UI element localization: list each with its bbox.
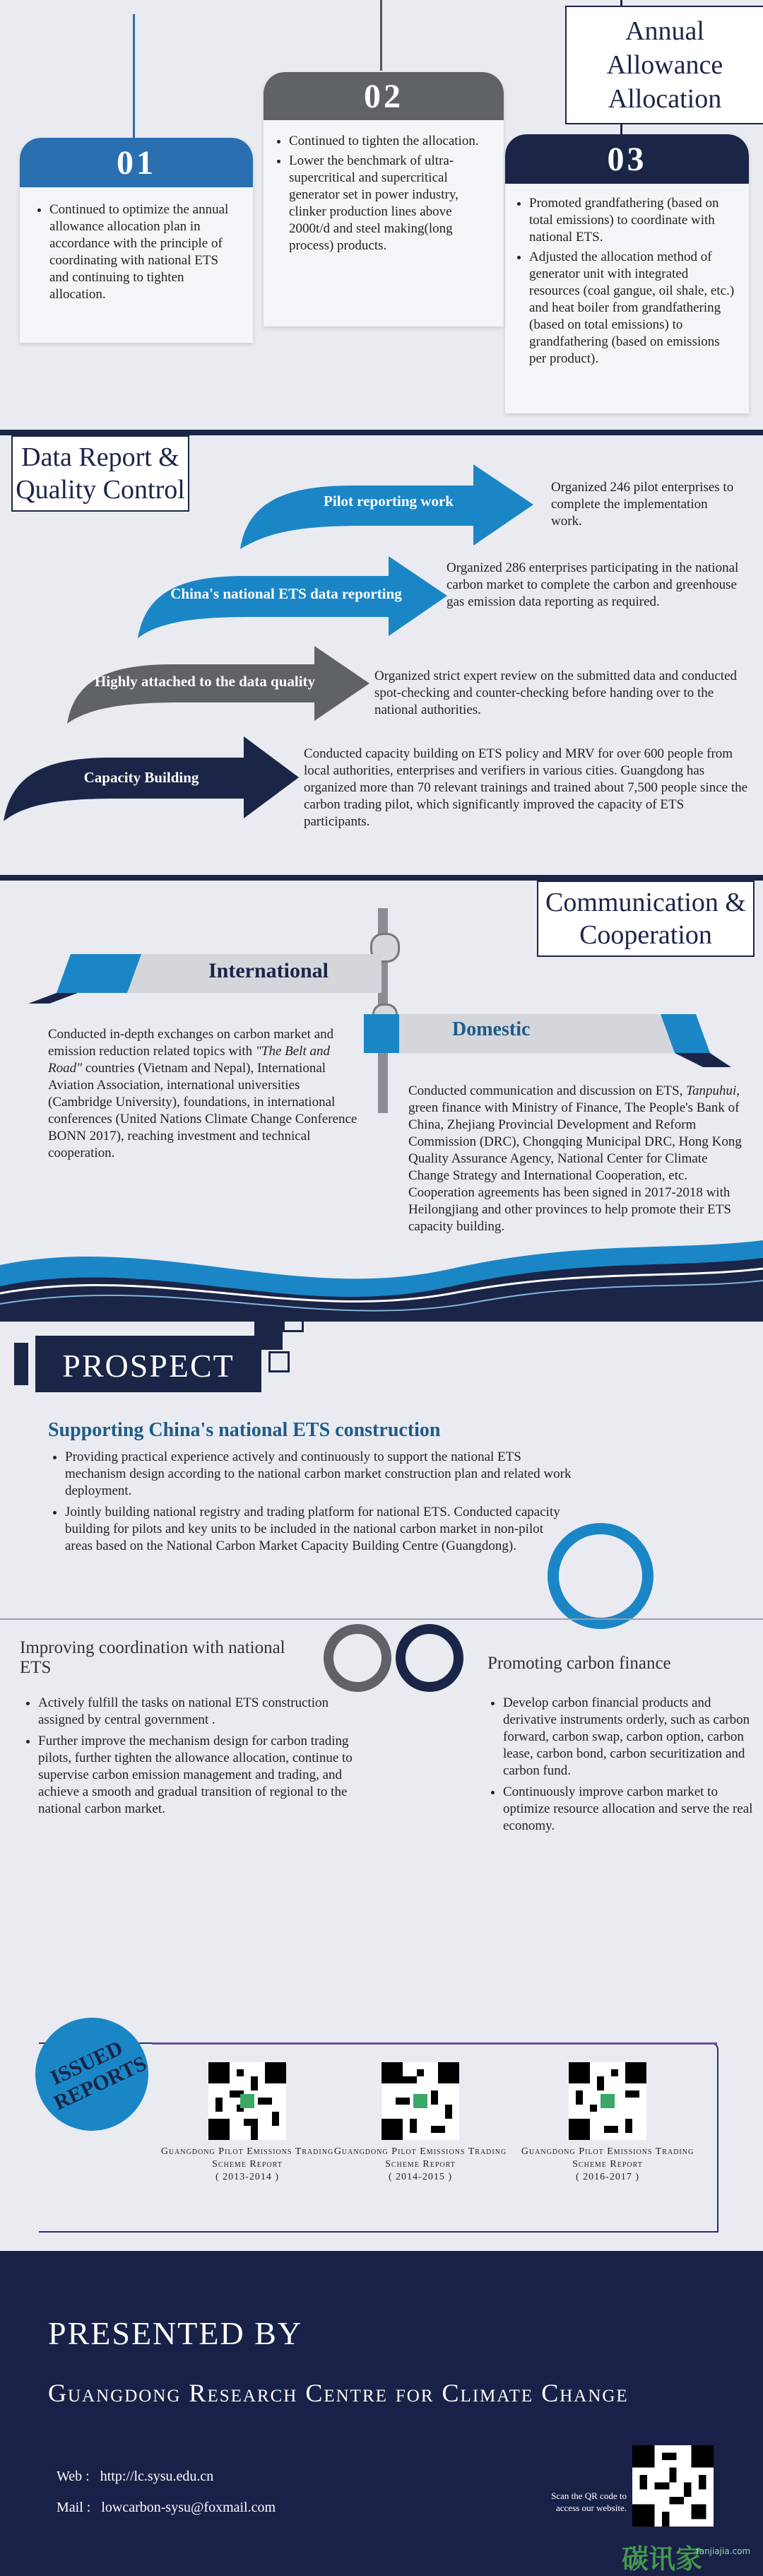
hanger-line — [133, 14, 135, 141]
card-03-header — [505, 134, 749, 184]
card-02-header — [264, 72, 504, 120]
qr-code-icon — [208, 2062, 286, 2140]
international-label: International — [208, 959, 329, 982]
report-item[interactable] — [332, 2062, 509, 2184]
report-item[interactable] — [519, 2062, 696, 2184]
domestic-desc — [408, 1083, 744, 1235]
hanger-line — [380, 0, 382, 71]
org-name: Guangdong Research Centre for Climate Change — [48, 2379, 629, 2407]
watermark-url: tanjiajia.com — [696, 2546, 751, 2556]
arrow-capacity-label: Capacity Building — [83, 769, 199, 786]
qr-code-icon — [569, 2062, 646, 2140]
card-03-number: 03 — [607, 140, 647, 178]
card-01-number: 01 — [117, 143, 156, 182]
circle-decoration — [548, 1523, 653, 1629]
communication-section — [0, 869, 763, 1300]
section-divider — [0, 875, 763, 881]
footer — [0, 2251, 763, 2576]
finance-item: • Develop carbon financial products and derivative instruments orderly, such as carbon forward, carbon swap, carbon option, carbon lease, carbon bond, carbon securitization and carbon fund. — [503, 1695, 763, 1780]
card-03 — [505, 134, 749, 413]
coordination-item: • Actively fulfill the tasks on national ETS construction assigned by central government . — [38, 1695, 370, 1729]
card-02-number: 02 — [364, 77, 403, 115]
squares-decoration — [268, 1351, 290, 1372]
tanpuhui-text: Tanpuhui — [686, 1083, 737, 1098]
report-years: ( 2014-2015 ) — [389, 2172, 452, 2182]
card-02 — [264, 72, 504, 327]
data-report-section — [0, 424, 763, 862]
watermark-logo: 碳讯家 — [622, 2543, 703, 2575]
squares-decoration — [254, 1322, 283, 1350]
national-desc: Organized 286 enterprises participating in the national carbon market to complete the carbon and greenhouse gas emission data reporting as required. — [446, 560, 739, 609]
card-01-item: • Continued to optimize the annual allowance allocation plan in accordance with the principle of coordinating with national ETS and continuing to tighten allocation. — [49, 201, 239, 303]
domestic-text: , green finance with Ministry of Finance, The People's Bank of China, Zhejiang Provincial Development and Reform Commission (DRC), Chongqing Municipal DRC, Hong Kong Quality Assurance Agency, National Center for Climate Change Strategy and International Cooperation, etc. Cooperation agreements has been signed in 2017-2018 with Heilongjiang and other provinces to help promote their ETS capacity building. — [408, 1083, 742, 1234]
mail-link[interactable]: lowcarbon-sysu@foxmail.com — [101, 2500, 276, 2515]
web-link[interactable]: http://lc.sysu.edu.cn — [100, 2469, 214, 2484]
quality-desc: Organized strict expert review on the submitted data and conducted spot-checking and counter-checking before handing over to the national authorities. — [374, 669, 737, 717]
reports-frame-top — [152, 2042, 717, 2045]
arrow-quality-label: Highly attached to the data quality — [94, 673, 316, 690]
circle-decoration-navy — [396, 1624, 463, 1692]
scan-text: Scan the QR code to access our website. — [551, 2490, 627, 2513]
coordination-heading: Improving coordination with national ETS — [20, 1638, 285, 1677]
web-row — [57, 2469, 213, 2485]
arrow-pilot-label: Pilot reporting work — [324, 493, 454, 510]
report-item[interactable] — [159, 2062, 336, 2184]
international-text: Conducted in-depth exchanges on carbon market and emission reduction related topics with — [48, 1027, 334, 1059]
finance-list — [487, 1695, 763, 1839]
prospect-title: PROSPECT — [62, 1348, 235, 1384]
reports-section — [0, 2028, 763, 2247]
pilot-desc: Organized 246 pilot enterprises to complete the implementation work. — [551, 480, 734, 529]
domestic-text: Conducted communication and discussion on ETS, — [408, 1083, 687, 1098]
supporting-item: • Providing practical experience actively and continuously to support the national ETS mechanism design according to the national carbon market construction plan and related work deployment. — [65, 1449, 574, 1500]
supporting-heading: Supporting China's national ETS construction — [48, 1419, 441, 1441]
web-label: Web : — [57, 2469, 90, 2484]
report-title: Guangdong Pilot Emissions Trading Scheme Report — [333, 2146, 507, 2170]
card-02-item: • Lower the benchmark of ultra-supercritical and supercritical generator set in power industry, clinker production lines above 2000t/d and steel making(long process) products. — [289, 153, 491, 254]
finance-heading: Promoting carbon finance — [487, 1654, 671, 1673]
mail-label: Mail : — [57, 2500, 91, 2515]
allowance-title: Annual Allowance Allocation — [565, 6, 763, 124]
international-text: countries (Vietnam and Nepal), International Aviation Association, international universities (Cambridge University), foundations, in international conferences (United Nations Climate Change Conference BONN 2017), reaching investment and technical cooperation. — [48, 1061, 357, 1160]
report-years: ( 2016-2017 ) — [576, 2172, 639, 2182]
data-report-title: Data Report & Quality Control — [11, 435, 189, 512]
communication-title: Communication & Cooperation — [537, 881, 755, 957]
supporting-list — [49, 1449, 574, 1559]
card-03-list — [505, 184, 749, 367]
card-01-header — [20, 138, 253, 187]
card-01 — [20, 138, 253, 343]
arrow-national-label: China's national ETS data reporting — [170, 585, 402, 602]
report-title: Guangdong Pilot Emissions Trading Scheme Report — [160, 2146, 334, 2170]
card-03-item: • Promoted grandfathering (based on total emissions) to coordinate with national ETS. — [529, 195, 738, 246]
section-line — [0, 1618, 763, 1620]
allowance-section — [0, 0, 763, 424]
card-02-list — [264, 120, 504, 254]
coordination-item: • Further improve the mechanism design for carbon trading pilots, further tighten the allowance allocation, continue to supervise carbon emission management and trading, and achieve a smooth and gradual transition of regional to the national carbon market. — [38, 1733, 370, 1818]
prospect-section — [0, 1307, 763, 1859]
qr-code-icon — [382, 2062, 459, 2140]
coordination-list — [23, 1695, 370, 1822]
finance-item: • Continuously improve carbon market to optimize resource allocation and serve the real economy. — [503, 1784, 763, 1835]
international-desc — [48, 1026, 362, 1162]
supporting-item: • Jointly building national registry and trading platform for national ETS. Conducted capacity building for pilots and key units to be included in the national carbon market in non-pilot areas based on the National Carbon Market Capacity Building Centre (Guangdong). — [65, 1504, 574, 1555]
report-title: Guangdong Pilot Emissions Trading Scheme Report — [521, 2146, 694, 2170]
card-03-item: • Adjusted the allocation method of generator unit with integrated resources (coal gangue, oil shale, etc.) and heat boiler from grandfathering (based on total emissions) to grandfathering (based on emissions per product). — [529, 249, 738, 367]
presented-by: PRESENTED BY — [48, 2315, 303, 2351]
reports-badge-text: ISSUED REPORTS — [47, 2036, 150, 2115]
report-years: ( 2013-2014 ) — [215, 2172, 279, 2182]
mail-row — [57, 2500, 276, 2516]
squares-decoration — [283, 1311, 304, 1332]
section-divider — [0, 430, 763, 435]
circle-decoration-gray — [324, 1624, 391, 1692]
card-02-item: • Continued to tighten the allocation. — [289, 133, 491, 150]
domestic-ribbon — [364, 1011, 738, 1074]
belt-road-text: "The Belt and Road" — [48, 1044, 330, 1076]
website-qr-code-icon[interactable] — [632, 2445, 714, 2527]
prospect-banner-edge — [14, 1343, 28, 1385]
capacity-desc: Conducted capacity building on ETS policy and MRV for over 600 people from local authorities, enterprises and verifiers in various cities. Guangdong has organized more than 70 relevant trainings and trained about 7,500 people since the carbon trading pilot, which significantly improved the capacity of ETS participants. — [304, 746, 748, 829]
domestic-label: Domestic — [452, 1018, 531, 1040]
card-01-list — [20, 187, 253, 303]
